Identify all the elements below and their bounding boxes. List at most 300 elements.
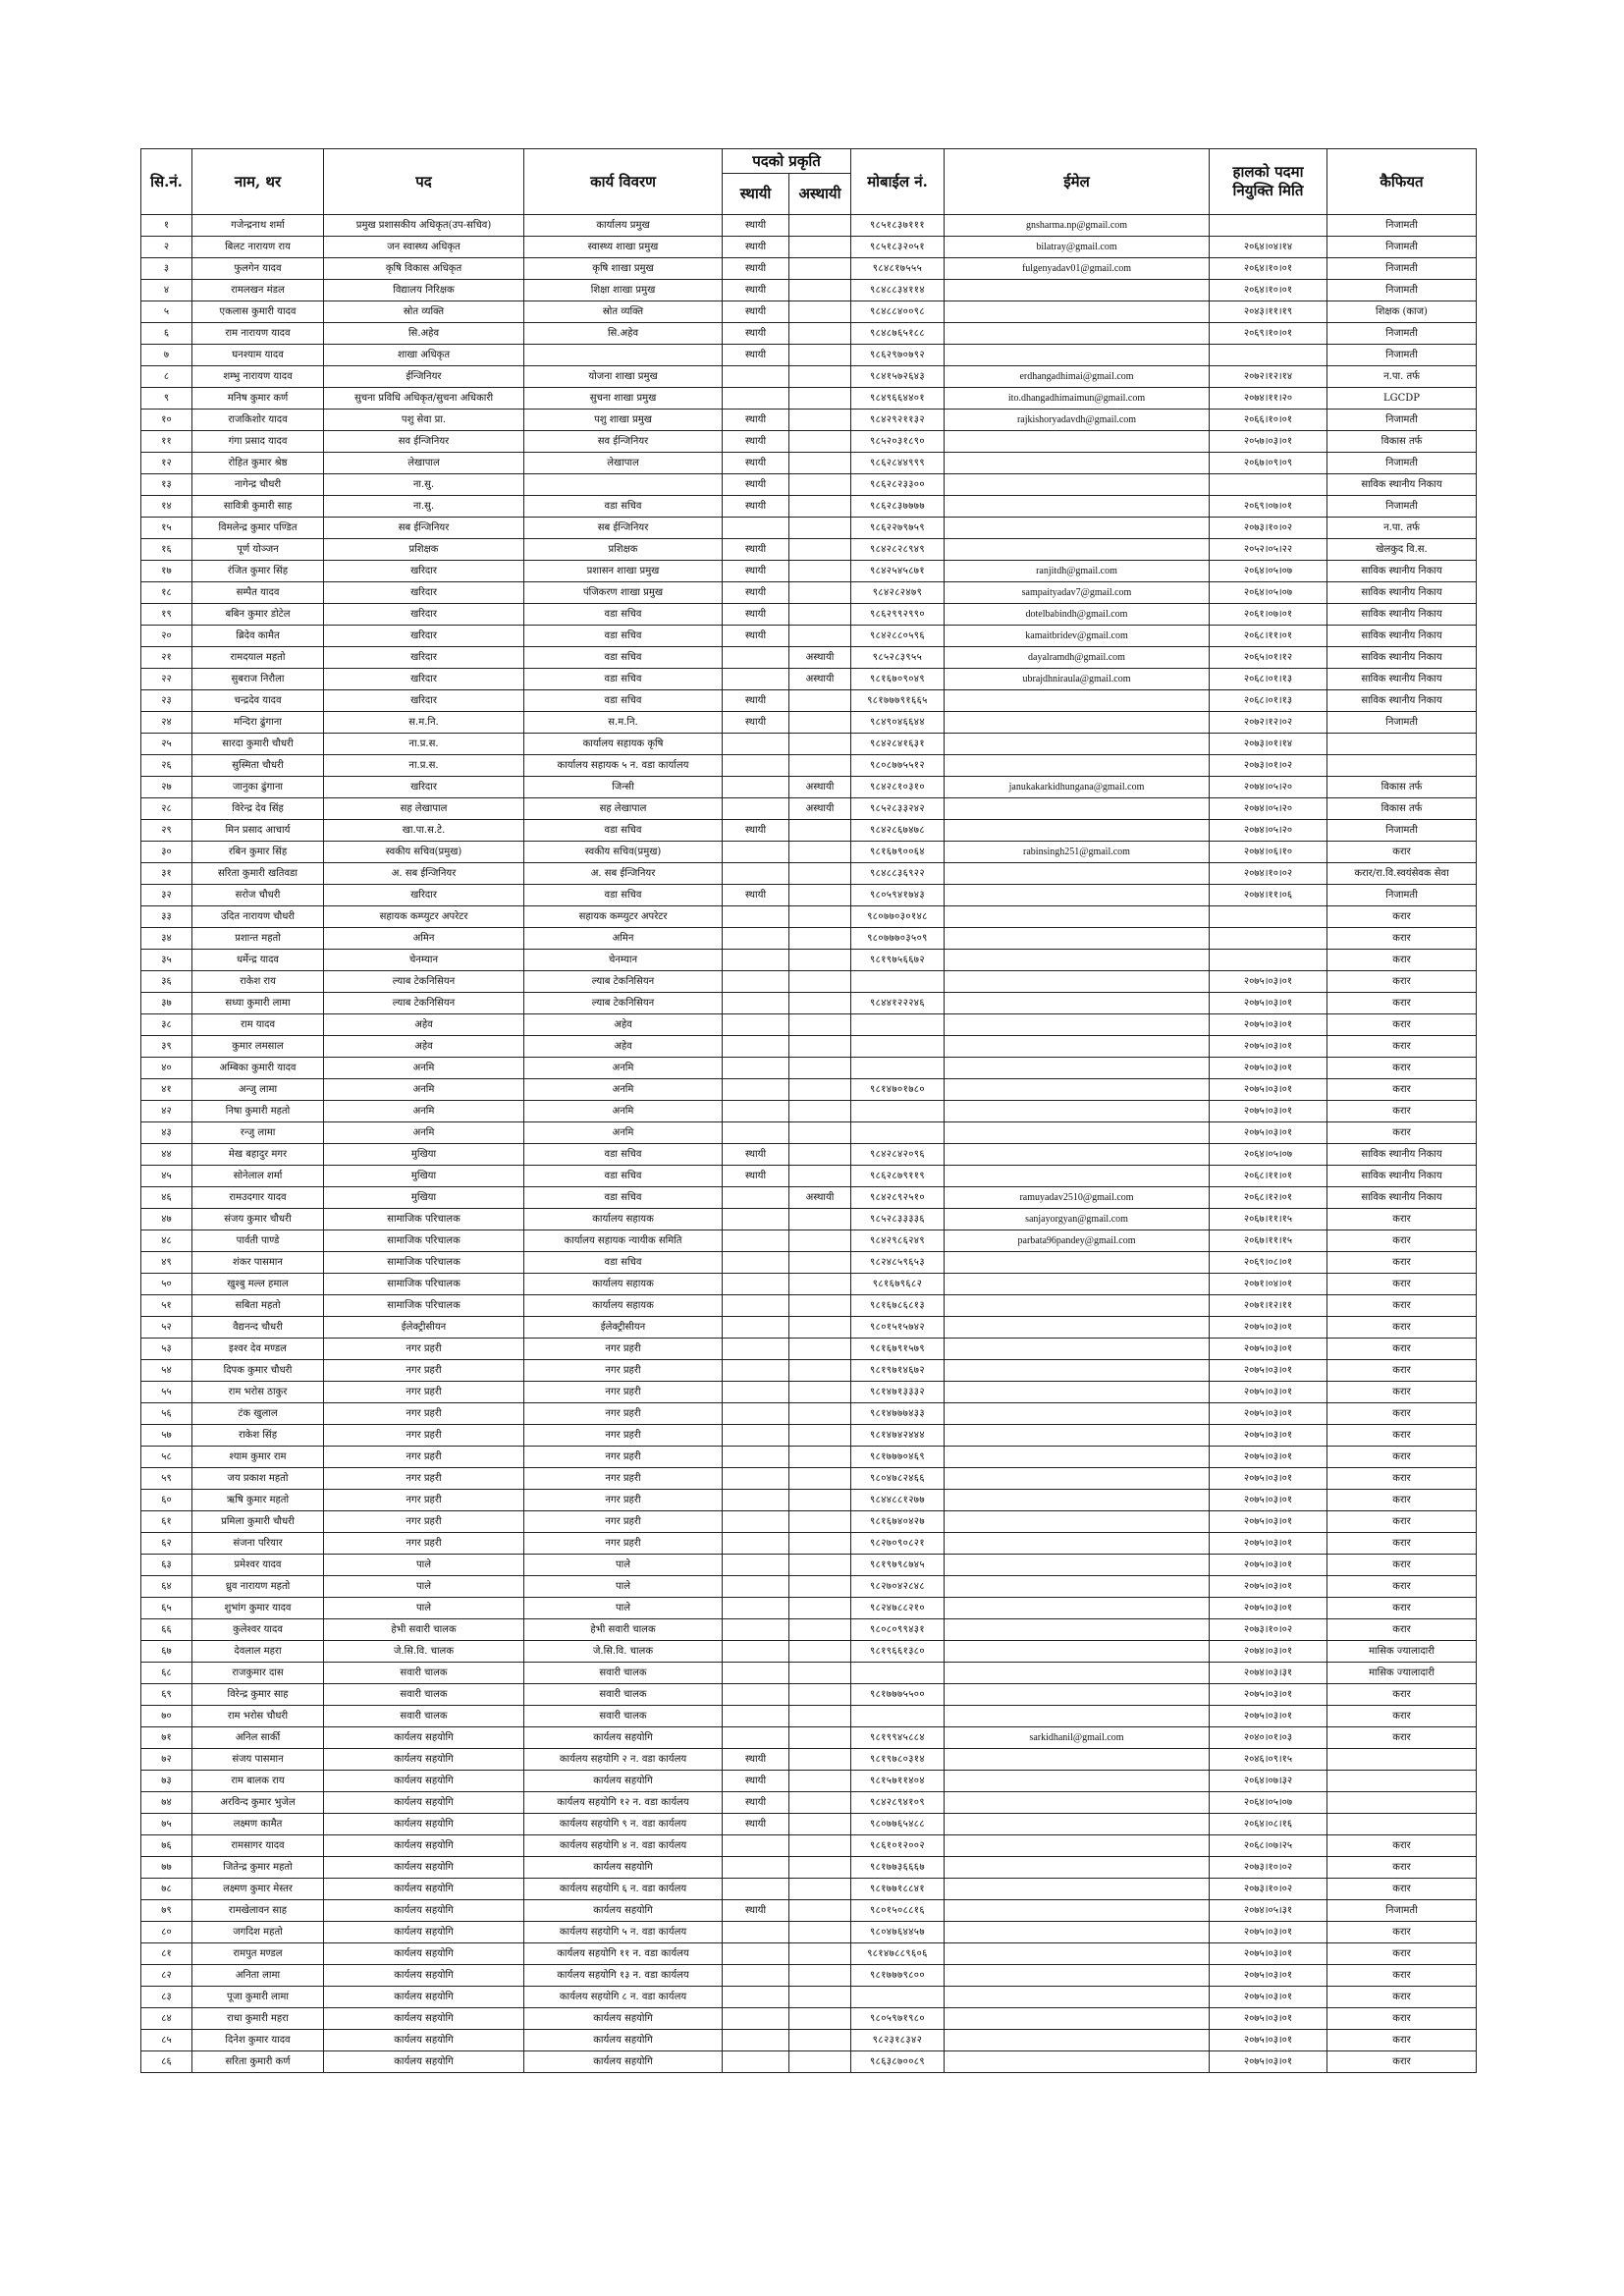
cell-permanent	[723, 1295, 789, 1317]
table-row	[141, 1879, 1477, 1900]
cell-post: मुखिया	[324, 1144, 524, 1166]
cell-name: पार्वती पाण्डे	[192, 1230, 324, 1252]
cell-permanent	[723, 1079, 789, 1101]
cell-mobile: ९८४२९८६२४९	[851, 1230, 945, 1252]
cell-remarks: करार	[1327, 1922, 1477, 1943]
cell-permanent: स्थायी	[723, 561, 789, 582]
cell-work: अनमि	[524, 1101, 723, 1122]
cell-remarks: LGCDP	[1327, 388, 1477, 410]
cell-work: अमिन	[524, 928, 723, 950]
staff-table	[140, 148, 1477, 2073]
cell-mobile: ९८०५९७१९८०	[851, 2008, 945, 2030]
cell-work: पाले	[524, 1598, 723, 1619]
cell-remarks: करार/रा.वि.स्वयंसेवक सेवा	[1327, 863, 1477, 885]
cell-mobile: ९८१५७११४०४	[851, 1771, 945, 1792]
cell-email	[945, 1792, 1210, 1814]
cell-post: कार्यलय सहयोगि	[324, 1922, 524, 1943]
cell-name: नागेन्द्र चौधरी	[192, 474, 324, 496]
cell-sn: ४५	[141, 1166, 192, 1187]
cell-name: प्रमेश्वर यादव	[192, 1555, 324, 1576]
cell-appointed-date: २०७३।०१।०२	[1210, 755, 1327, 777]
cell-mobile: ९८०७७६५४८८	[851, 1814, 945, 1835]
cell-appointed-date: २०६९।०७।०१	[1210, 496, 1327, 518]
cell-work: वडा सचिव	[524, 1252, 723, 1274]
cell-email	[945, 1490, 1210, 1511]
cell-mobile: ९८६२९९२९९०	[851, 604, 945, 626]
cell-permanent	[723, 1943, 789, 1965]
table-row	[141, 1576, 1477, 1598]
cell-temporary	[789, 842, 851, 863]
cell-permanent: स्थायी	[723, 604, 789, 626]
cell-work: कार्यालय सहायक	[524, 1295, 723, 1317]
cell-remarks: विकास तर्फ	[1327, 777, 1477, 798]
table-body	[141, 215, 1477, 2073]
cell-sn: ६१	[141, 1511, 192, 1533]
cell-email: dayalramdh@gmail.com	[945, 647, 1210, 669]
cell-permanent	[723, 971, 789, 993]
cell-email	[945, 453, 1210, 474]
cell-mobile: ९८०४७८२४६६	[851, 1468, 945, 1490]
cell-appointed-date: २०६६।१०।०१	[1210, 410, 1327, 431]
cell-sn: ३४	[141, 928, 192, 950]
cell-remarks: साविक स्थानीय निकाय	[1327, 690, 1477, 712]
cell-temporary	[789, 1641, 851, 1663]
cell-permanent	[723, 1684, 789, 1706]
cell-temporary	[789, 301, 851, 323]
cell-email	[945, 1252, 1210, 1274]
cell-remarks: निजामती	[1327, 453, 1477, 474]
cell-sn: ५१	[141, 1295, 192, 1317]
cell-appointed-date: २०७४।०५।३१	[1210, 1900, 1327, 1922]
cell-appointed-date: २०७५।०३।०१	[1210, 1382, 1327, 1403]
cell-permanent	[723, 906, 789, 928]
cell-appointed-date: २०६४।०५।०७	[1210, 582, 1327, 604]
table-row	[141, 1749, 1477, 1771]
header-mobile: मोबाईल नं.	[851, 149, 945, 215]
cell-appointed-date: २०६९।१०।०१	[1210, 323, 1327, 345]
cell-work: नगर प्रहरी	[524, 1447, 723, 1468]
cell-temporary	[789, 258, 851, 280]
cell-permanent	[723, 798, 789, 820]
cell-post: प्रमुख प्रशासकीय अधिकृत(उप-सचिव)	[324, 215, 524, 237]
cell-mobile: ९८१४७४२४४४	[851, 1425, 945, 1447]
cell-name: रामदयाल महतो	[192, 647, 324, 669]
cell-sn: ३९	[141, 1036, 192, 1058]
cell-remarks: करार	[1327, 1835, 1477, 1857]
cell-work: शिक्षा शाखा प्रमुख	[524, 280, 723, 301]
cell-appointed-date: २०७३।१०।०२	[1210, 1857, 1327, 1879]
cell-appointed-date: २०७५।०३।०१	[1210, 1079, 1327, 1101]
cell-mobile: ९८०८०९९४३१	[851, 1619, 945, 1641]
cell-temporary	[789, 496, 851, 518]
cell-permanent	[723, 647, 789, 669]
cell-work: चेनम्यान	[524, 950, 723, 971]
cell-mobile: ९८४९०४६६४४	[851, 712, 945, 734]
cell-work: कार्यलय सहयोगि ९ न. वडा कार्यलय	[524, 1814, 723, 1835]
header-temporary: अस्थायी	[789, 174, 851, 215]
cell-temporary	[789, 1663, 851, 1684]
cell-temporary	[789, 1447, 851, 1468]
cell-remarks: करार	[1327, 1706, 1477, 1727]
table-row	[141, 1360, 1477, 1382]
cell-name: धर्मेन्द्र यादव	[192, 950, 324, 971]
cell-remarks	[1327, 1749, 1477, 1771]
cell-appointed-date: २०६७।११।१५	[1210, 1230, 1327, 1252]
cell-remarks: करार	[1327, 1684, 1477, 1706]
cell-email	[945, 1619, 1210, 1641]
cell-temporary	[789, 1965, 851, 1987]
cell-temporary	[789, 1425, 851, 1447]
cell-name: संजना परियार	[192, 1533, 324, 1555]
cell-post: ईन्जिनियर	[324, 366, 524, 388]
cell-sn: ६५	[141, 1598, 192, 1619]
cell-mobile: ९८१७७१८८४१	[851, 1879, 945, 1900]
cell-permanent: स्थायी	[723, 1792, 789, 1814]
cell-appointed-date: २०७५।०३।०१	[1210, 2030, 1327, 2051]
header-name: नाम, थर	[192, 149, 324, 215]
cell-appointed-date: २०६४।०७।३२	[1210, 1771, 1327, 1792]
cell-work: नगर प्रहरी	[524, 1425, 723, 1447]
cell-remarks: करार	[1327, 1403, 1477, 1425]
cell-sn: ७५	[141, 1814, 192, 1835]
cell-permanent: स्थायी	[723, 539, 789, 561]
cell-email	[945, 1684, 1210, 1706]
cell-mobile: ९८०४७६४४५७	[851, 1922, 945, 1943]
cell-permanent: स्थायी	[723, 280, 789, 301]
cell-name: राम नारायण यादव	[192, 323, 324, 345]
cell-permanent	[723, 1641, 789, 1663]
cell-post: सह लेखापाल	[324, 798, 524, 820]
cell-appointed-date: २०६८।०१।१३	[1210, 669, 1327, 690]
cell-sn: ११	[141, 431, 192, 453]
cell-remarks: करार	[1327, 1274, 1477, 1295]
cell-appointed-date: २०६७।११।१५	[1210, 1209, 1327, 1230]
cell-temporary	[789, 237, 851, 258]
cell-email	[945, 1339, 1210, 1360]
cell-remarks: करार	[1327, 928, 1477, 950]
cell-email	[945, 1879, 1210, 1900]
cell-temporary	[789, 1706, 851, 1727]
cell-sn: ३३	[141, 906, 192, 928]
cell-appointed-date: २०६८।११।०१	[1210, 626, 1327, 647]
cell-email	[945, 1814, 1210, 1835]
cell-sn: ८३	[141, 1987, 192, 2008]
cell-permanent	[723, 1965, 789, 1987]
cell-appointed-date: २०७५।०३।०१	[1210, 1425, 1327, 1447]
cell-work: सहायक कम्प्युटर अपरेटर	[524, 906, 723, 928]
cell-remarks: खेलकुद वि.स.	[1327, 539, 1477, 561]
cell-work: पाले	[524, 1576, 723, 1598]
cell-email	[945, 1360, 1210, 1382]
cell-email	[945, 1166, 1210, 1187]
cell-remarks: करार	[1327, 1339, 1477, 1360]
table-row	[141, 1079, 1477, 1101]
cell-post: नगर प्रहरी	[324, 1382, 524, 1403]
table-row	[141, 906, 1477, 928]
cell-post: पशु सेवा प्रा.	[324, 410, 524, 431]
cell-work: कार्यलय सहयोगि	[524, 1900, 723, 1922]
cell-email: ubrajdhniraula@gmail.com	[945, 669, 1210, 690]
cell-permanent	[723, 1598, 789, 1619]
table-row	[141, 842, 1477, 863]
cell-temporary	[789, 885, 851, 906]
cell-work: योजना शाखा प्रमुख	[524, 366, 723, 388]
cell-post: सामाजिक परिचालक	[324, 1295, 524, 1317]
cell-temporary	[789, 604, 851, 626]
cell-post: कृषि विकास अधिकृत	[324, 258, 524, 280]
cell-appointed-date: २०७५।०३।०१	[1210, 1533, 1327, 1555]
cell-name: सावित्री कुमारी साह	[192, 496, 324, 518]
table-row	[141, 1166, 1477, 1187]
cell-permanent	[723, 1727, 789, 1749]
cell-name: अन्जु लामा	[192, 1079, 324, 1101]
cell-appointed-date: २०७३।०१।१४	[1210, 734, 1327, 755]
cell-temporary	[789, 1036, 851, 1058]
table-row	[141, 237, 1477, 258]
table-row	[141, 1987, 1477, 2008]
cell-work: वडा सचिव	[524, 690, 723, 712]
cell-remarks	[1327, 734, 1477, 755]
cell-sn: १८	[141, 582, 192, 604]
cell-appointed-date: २०५७।०३।०१	[1210, 431, 1327, 453]
cell-remarks: मासिक ज्यालादारी	[1327, 1663, 1477, 1684]
cell-email	[945, 1663, 1210, 1684]
cell-email	[945, 1403, 1210, 1425]
cell-remarks: साविक स्थानीय निकाय	[1327, 1187, 1477, 1209]
cell-email	[945, 2008, 1210, 2030]
table-row	[141, 1706, 1477, 1727]
cell-name: मिन प्रसाद आचार्य	[192, 820, 324, 842]
cell-remarks: करार	[1327, 1511, 1477, 1533]
cell-temporary	[789, 1317, 851, 1339]
cell-work: सवारी चालक	[524, 1663, 723, 1684]
table-row	[141, 453, 1477, 474]
cell-mobile: ९८२७०४२८४८	[851, 1576, 945, 1598]
cell-mobile: ९८६२२७९७५९	[851, 518, 945, 539]
cell-name: प्रशान्त महतो	[192, 928, 324, 950]
cell-name: राधा कुमारी महरा	[192, 2008, 324, 2030]
header-sn: सि.नं.	[141, 149, 192, 215]
cell-appointed-date: २०७४।०५।२०	[1210, 777, 1327, 798]
cell-name: राजकुमार दास	[192, 1663, 324, 1684]
cell-post: कार्यलय सहयोगि	[324, 1943, 524, 1965]
cell-work: वडा सचिव	[524, 1187, 723, 1209]
cell-permanent	[723, 1058, 789, 1079]
table-row	[141, 301, 1477, 323]
table-row	[141, 820, 1477, 842]
cell-work: कार्यलय सहयोगि १३ न. वडा कार्यलय	[524, 1965, 723, 1987]
cell-name: रोहित कुमार श्रेष्ठ	[192, 453, 324, 474]
cell-sn: ६०	[141, 1490, 192, 1511]
cell-post: मुखिया	[324, 1187, 524, 1209]
cell-permanent	[723, 366, 789, 388]
cell-temporary	[789, 1058, 851, 1079]
cell-appointed-date: २०६९।०८।०१	[1210, 1252, 1327, 1274]
cell-name: लक्ष्मण कामैत	[192, 1814, 324, 1835]
cell-name: रन्जु लामा	[192, 1122, 324, 1144]
cell-temporary	[789, 1014, 851, 1036]
cell-sn: ७८	[141, 1879, 192, 1900]
cell-work: पाले	[524, 1555, 723, 1576]
cell-mobile	[851, 1036, 945, 1058]
cell-mobile: ९८४२८९२५१०	[851, 1187, 945, 1209]
cell-permanent	[723, 2051, 789, 2073]
cell-work: कार्यलय सहयोगि २ न. वडा कार्यलय	[524, 1749, 723, 1771]
cell-post: जे.सि.वि. चालक	[324, 1641, 524, 1663]
cell-email	[945, 1533, 1210, 1555]
cell-email	[945, 345, 1210, 366]
cell-sn: ६	[141, 323, 192, 345]
cell-temporary	[789, 1511, 851, 1533]
table-row	[141, 1447, 1477, 1468]
table-row	[141, 1058, 1477, 1079]
table-row	[141, 993, 1477, 1014]
cell-sn: ६३	[141, 1555, 192, 1576]
cell-email	[945, 1576, 1210, 1598]
cell-name: बबिन कुमार डोटेल	[192, 604, 324, 626]
cell-mobile: ९८५२८३९५५	[851, 647, 945, 669]
cell-temporary	[789, 1749, 851, 1771]
cell-name: घनश्याम यादव	[192, 345, 324, 366]
cell-appointed-date: २०७१।१२।११	[1210, 1295, 1327, 1317]
cell-permanent	[723, 1209, 789, 1230]
cell-remarks: निजामती	[1327, 1900, 1477, 1922]
cell-sn: ४७	[141, 1209, 192, 1230]
cell-post: कार्यलय सहयोगि	[324, 1900, 524, 1922]
cell-name: रामउदगार यादव	[192, 1187, 324, 1209]
cell-post: ल्याब टेकनिसियन	[324, 971, 524, 993]
cell-appointed-date: २०७५।०३।०१	[1210, 993, 1327, 1014]
cell-work: कार्यलय सहयोगि ८ न. वडा कार्यलय	[524, 1987, 723, 2008]
cell-work: ल्याब टेकनिसियन	[524, 971, 723, 993]
cell-temporary	[789, 1382, 851, 1403]
cell-temporary	[789, 1360, 851, 1382]
cell-name: शम्भु नारायण यादव	[192, 366, 324, 388]
cell-work: स.म.नि.	[524, 712, 723, 734]
cell-mobile: ९८१९७८०३१४	[851, 1749, 945, 1771]
cell-mobile: ९८१६७९१५७९	[851, 1339, 945, 1360]
cell-appointed-date	[1210, 345, 1327, 366]
cell-post: खरिदार	[324, 561, 524, 582]
cell-work: कार्यालय सहायक ५ न. वडा कार्यालय	[524, 755, 723, 777]
cell-email	[945, 1922, 1210, 1943]
cell-permanent	[723, 1360, 789, 1382]
cell-work: अनमि	[524, 1058, 723, 1079]
cell-name: पूजा कुमारी लामा	[192, 1987, 324, 2008]
table-row	[141, 1468, 1477, 1490]
cell-temporary	[789, 1144, 851, 1166]
cell-appointed-date: २०६४।०४।१४	[1210, 237, 1327, 258]
cell-sn: ७१	[141, 1727, 192, 1749]
cell-permanent: स्थायी	[723, 1900, 789, 1922]
cell-post: खरिदार	[324, 604, 524, 626]
cell-permanent	[723, 1036, 789, 1058]
cell-appointed-date: २०७४।११।०६	[1210, 885, 1327, 906]
cell-mobile: ९८४२८२८९४९	[851, 539, 945, 561]
cell-work: नगर प्रहरी	[524, 1490, 723, 1511]
cell-name: जगदिश महतो	[192, 1922, 324, 1943]
cell-temporary	[789, 1209, 851, 1230]
cell-appointed-date: २०६४।०५।०७	[1210, 1144, 1327, 1166]
cell-mobile: ९८४२८६७४७८	[851, 820, 945, 842]
cell-appointed-date: २०६४।०८।१६	[1210, 1814, 1327, 1835]
cell-mobile: ९८४२९२११३२	[851, 410, 945, 431]
cell-remarks: करार	[1327, 1598, 1477, 1619]
cell-appointed-date: २०७५।०३।०१	[1210, 1943, 1327, 1965]
cell-remarks: निजामती	[1327, 820, 1477, 842]
cell-sn: ७६	[141, 1835, 192, 1857]
cell-mobile: ९८४२८२४७९	[851, 582, 945, 604]
cell-temporary	[789, 1403, 851, 1425]
cell-email: rabinsingh251@gmail.com	[945, 842, 1210, 863]
cell-work: कार्यलय सहयोगि १२ न. वडा कार्यलय	[524, 1792, 723, 1814]
cell-post: कार्यलय सहयोगि	[324, 2008, 524, 2030]
cell-work: कार्यलय सहयोगि ६ न. वडा कार्यलय	[524, 1879, 723, 1900]
table-row	[141, 798, 1477, 820]
cell-permanent	[723, 1857, 789, 1879]
cell-temporary	[789, 1900, 851, 1922]
cell-remarks: साविक स्थानीय निकाय	[1327, 669, 1477, 690]
cell-permanent	[723, 1101, 789, 1122]
cell-permanent	[723, 1230, 789, 1252]
cell-post: ना.सु.	[324, 474, 524, 496]
cell-appointed-date: २०७५।०३।०१	[1210, 1447, 1327, 1468]
cell-post: अहेव	[324, 1014, 524, 1036]
cell-appointed-date: २०७५।०३।०१	[1210, 1317, 1327, 1339]
cell-post: कार्यलय सहयोगि	[324, 2051, 524, 2073]
table-row	[141, 215, 1477, 237]
cell-temporary	[789, 1814, 851, 1835]
cell-permanent	[723, 1533, 789, 1555]
cell-appointed-date: २०७४।१०।०२	[1210, 863, 1327, 885]
cell-email	[945, 993, 1210, 1014]
cell-remarks: साविक स्थानीय निकाय	[1327, 582, 1477, 604]
cell-post: कार्यलय सहयोगि	[324, 1792, 524, 1814]
cell-email	[945, 2030, 1210, 2051]
cell-permanent	[723, 1403, 789, 1425]
cell-remarks: करार	[1327, 1317, 1477, 1339]
cell-sn: २१	[141, 647, 192, 669]
cell-appointed-date: २०४३।११।१९	[1210, 301, 1327, 323]
cell-post: लेखापाल	[324, 453, 524, 474]
cell-post: पाले	[324, 1555, 524, 1576]
cell-mobile: ९८६२८२३३००	[851, 474, 945, 496]
cell-remarks: करार	[1327, 1857, 1477, 1879]
table-row	[141, 1814, 1477, 1835]
header-post: पद	[324, 149, 524, 215]
cell-name: अम्बिका कुमारी यादव	[192, 1058, 324, 1079]
cell-mobile: ९८५२८३३२४२	[851, 798, 945, 820]
cell-remarks: करार	[1327, 1447, 1477, 1468]
cell-email: sarkidhanil@gmail.com	[945, 1727, 1210, 1749]
cell-work: ल्याब टेकनिसियन	[524, 993, 723, 1014]
cell-appointed-date: २०६४।१०।०१	[1210, 258, 1327, 280]
header-permanent: स्थायी	[723, 174, 789, 215]
cell-mobile	[851, 1663, 945, 1684]
cell-email	[945, 1101, 1210, 1122]
cell-email: janukakarkidhungana@gmail.com	[945, 777, 1210, 798]
cell-permanent	[723, 1274, 789, 1295]
cell-name: अनिता लामा	[192, 1965, 324, 1987]
cell-sn: ६२	[141, 1533, 192, 1555]
cell-temporary	[789, 1598, 851, 1619]
cell-permanent	[723, 1511, 789, 1533]
cell-post: सव ईन्जिनियर	[324, 431, 524, 453]
cell-appointed-date: २०७५।०३।०१	[1210, 1922, 1327, 1943]
cell-temporary	[789, 561, 851, 582]
cell-permanent: स्थायी	[723, 345, 789, 366]
cell-temporary	[789, 1619, 851, 1641]
